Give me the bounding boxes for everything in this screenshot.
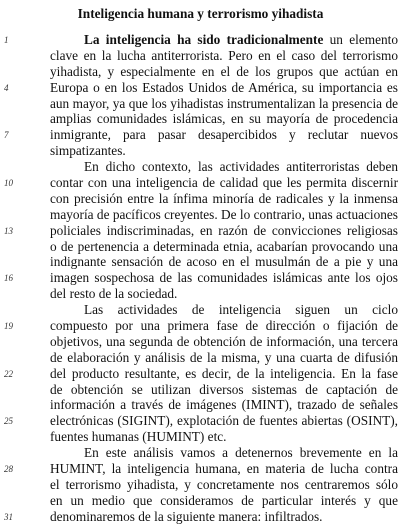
text-line bbox=[50, 254, 398, 270]
text-line bbox=[4, 413, 398, 429]
text-line bbox=[4, 508, 398, 525]
document-body bbox=[4, 32, 398, 525]
line-text: electrónicas (SIGINT), explotación de fuentes abiertas (OSINT), bbox=[50, 413, 398, 429]
line-text: de elaboración y análisis de la misma, y una cuarta de difusión bbox=[50, 349, 398, 365]
line-text: inmigrante, para pasar desapercibidos y reclutar nuevos bbox=[50, 127, 398, 143]
line-text: fuentes humanas (HUMINT) etc. bbox=[50, 429, 227, 445]
line-number: 31 bbox=[4, 511, 13, 522]
line-text: Las actividades de inteligencia siguen un ciclo bbox=[84, 302, 398, 318]
text-line bbox=[50, 382, 398, 398]
text-line bbox=[50, 445, 398, 461]
line-text: imagen sospechosa de las comunidades islámicas ante los ojos bbox=[50, 270, 398, 286]
line-number: 25 bbox=[4, 416, 13, 427]
text-line bbox=[50, 429, 398, 445]
line-number: 13 bbox=[4, 225, 13, 236]
text-line bbox=[50, 111, 398, 127]
text-line bbox=[50, 493, 398, 509]
line-number: 7 bbox=[4, 130, 9, 141]
line-text: yihadista, y especialmente en el de los grupos que actúan en bbox=[50, 63, 398, 79]
text-line bbox=[4, 127, 398, 143]
line-text: En este análisis vamos a detenernos brevemente en la bbox=[84, 445, 398, 461]
line-text: policiales indiscriminadas, en razón de convicciones religiosas bbox=[50, 222, 398, 238]
text-line bbox=[50, 350, 398, 366]
line-text: del producto resultante, es decir, de la inteligencia. En la fase bbox=[50, 365, 398, 381]
line-text: con precisión entre la ínfima minoría de radicales y la inmensa bbox=[50, 190, 398, 206]
text-line bbox=[50, 302, 398, 318]
text-line bbox=[50, 191, 398, 207]
line-text: amplias comunidades islámicas, en su mayoría de procedencia bbox=[50, 111, 398, 127]
line-number: 28 bbox=[4, 464, 13, 475]
line-text: En dicho contexto, las actividades antiterroristas deben bbox=[84, 159, 398, 175]
text-line bbox=[4, 32, 398, 48]
line-text: indignante sensación de acoso en el musulmán de a pie y una bbox=[50, 254, 398, 270]
text-line bbox=[4, 222, 398, 239]
text-line bbox=[50, 96, 398, 112]
line-number: 10 bbox=[4, 178, 13, 189]
line-text: mayoría de pacíficos creyentes. De lo contrario, unas actuaciones bbox=[50, 206, 398, 222]
text-line bbox=[4, 461, 398, 477]
text-line bbox=[50, 286, 398, 302]
line-number: 1 bbox=[4, 35, 9, 45]
line-text: del resto de la sociedad. bbox=[50, 286, 178, 302]
line-text: objetivos, una segunda de obtención de información, una tercera bbox=[50, 333, 398, 349]
text-line bbox=[4, 318, 398, 334]
text-line bbox=[50, 143, 398, 159]
line-number: 19 bbox=[4, 321, 13, 332]
line-text: información a través de imágenes (IMINT), trazado de señales bbox=[50, 397, 398, 413]
text-line bbox=[4, 175, 398, 191]
text-line bbox=[4, 79, 398, 96]
line-text: Europa o en los Estados Unidos de América, su importancia es bbox=[50, 79, 398, 95]
line-text: o de pertenencia a determinada etnia, acabarían provocando una bbox=[50, 238, 398, 254]
line-text: simpatizantes. bbox=[50, 143, 126, 159]
line-text: HUMINT, la inteligencia humana, en materia de lucha contra bbox=[50, 461, 398, 477]
bold-lead-phrase: La inteligencia ha sido tradicionalmente bbox=[84, 32, 324, 47]
line-number: 4 bbox=[4, 82, 9, 93]
line-number: 16 bbox=[4, 273, 13, 284]
text-line bbox=[50, 397, 398, 413]
text-line bbox=[50, 477, 398, 493]
text-line bbox=[50, 48, 398, 64]
line-text: compuesto por una primera fase de dirección o fijación de bbox=[50, 318, 398, 334]
line-text: un elemento bbox=[323, 32, 398, 47]
line-text: contar con una inteligencia de calidad que les permita discernir bbox=[50, 175, 398, 191]
line-text: en un medio que consideramos de particular interés y que bbox=[50, 492, 398, 508]
document-title: Inteligencia humana y terrorismo yihadista bbox=[77, 6, 324, 21]
text-line bbox=[50, 159, 398, 175]
text-line bbox=[4, 365, 398, 382]
line-text: el terrorismo yihadista, y concretamente nos centraremos sólo bbox=[50, 476, 398, 492]
text-line bbox=[50, 239, 398, 255]
text-line bbox=[50, 64, 398, 80]
line-text: clave en la lucha antiterrorista. Pero en el caso del terrorismo bbox=[50, 47, 398, 63]
line-text: de obtención se utilizan diversos sistemas de captación de bbox=[50, 381, 398, 397]
line-text: aun mayor, ya que los yihadistas instrumentalizan la presencia de bbox=[50, 95, 398, 111]
text-line bbox=[50, 207, 398, 223]
text-line bbox=[4, 270, 398, 286]
line-number: 22 bbox=[4, 368, 13, 379]
line-text: denominaremos de la siguiente manera: infiltrados. bbox=[50, 508, 323, 524]
text-line bbox=[50, 334, 398, 350]
